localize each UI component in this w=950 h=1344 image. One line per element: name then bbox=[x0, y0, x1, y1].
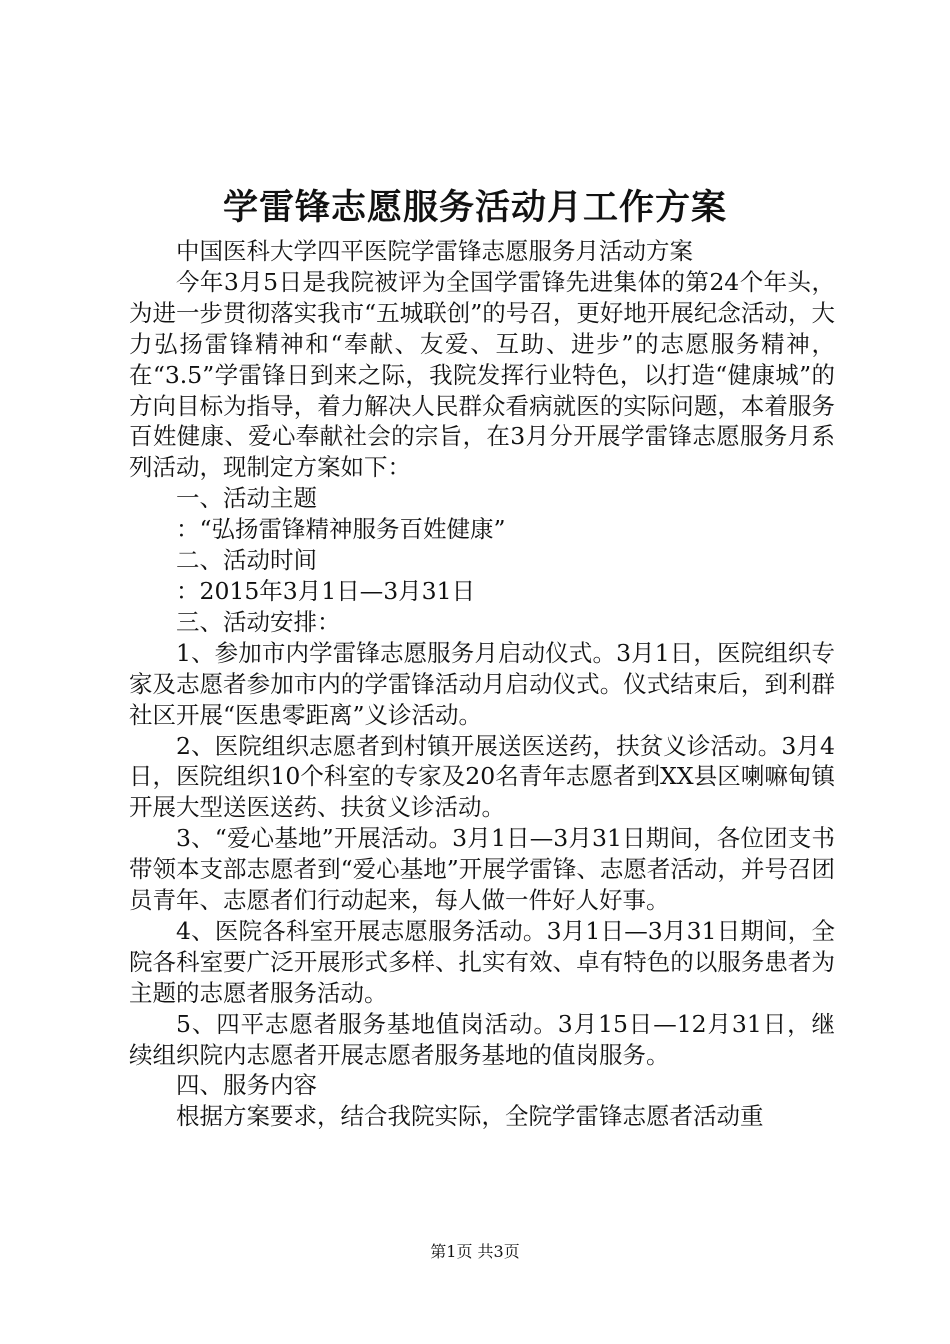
heading-activity-theme: 一、活动主题 bbox=[176, 484, 317, 513]
page-footer: 第1页 共3页 bbox=[430, 1242, 520, 1261]
heading-activity-arrangement: 三、活动安排： bbox=[176, 607, 341, 636]
heading-activity-time: 二、活动时间 bbox=[176, 546, 317, 575]
paragraph-intro: 今年3月5日是我院被评为全国学雷锋先进集体的第24个年头，为进一步贯彻落实我市“五城联创”的号召，更好地开展纪念活动，大力弘扬雷锋精神和“奉献、友爱、互助、进步”的志愿服务精神，在“3.5”学雷锋日到来之际，我院发挥行业特色，以打造“健康城”的方向目标为指导，着力解决人民群众看病就医的实际问题，本着服务百姓健康、爱心奉献社会的宗旨，在3月分开展学雷锋志愿服务月系列活动，现制定方案如下： bbox=[129, 267, 835, 482]
document-body bbox=[129, 236, 835, 1132]
paragraph-subtitle: 中国医科大学四平医院学雷锋志愿服务月活动方案 bbox=[176, 237, 693, 265]
paragraph-item-3: 3、“爱心基地”开展活动。3月1日—3月31日期间，各位团支书带领本支部志愿者到“爱心基地”开展学雷锋、志愿者活动，并号召团员青年、志愿者们行动起来，每人做一件好人好事。 bbox=[129, 824, 835, 915]
paragraph-item-2: 2、医院组织志愿者到村镇开展送医送药，扶贫义诊活动。3月4日，医院组织10个科室的专家及20名青年志愿者到XX县区喇嘛甸镇开展大型送医送药、扶贫义诊活动。 bbox=[129, 731, 835, 822]
paragraph-activity-theme: ：“弘扬雷锋精神服务百姓健康” bbox=[176, 515, 506, 544]
paragraph-item-5: 5、四平志愿者服务基地值岗活动。3月15日—12月31日，继续组织院内志愿者开展志愿者服务基地的值岗服务。 bbox=[129, 1009, 835, 1069]
paragraph-item-4: 4、医院各科室开展志愿服务活动。3月1日—3月31日期间，全院各科室要广泛开展形式多样、扎实有效、卓有特色的以服务患者为主题的志愿者服务活动。 bbox=[129, 916, 835, 1007]
paragraph-service-content: 根据方案要求，结合我院实际，全院学雷锋志愿者活动重 bbox=[176, 1102, 764, 1131]
document-title: 学雷锋志愿服务活动月工作方案 bbox=[222, 187, 727, 228]
paragraph-activity-time: ：2015年3月1日—3月31日 bbox=[176, 576, 476, 605]
paragraph-item-1: 1、参加市内学雷锋志愿服务月启动仪式。3月1日，医院组织专家及志愿者参加市内的学雷锋活动月启动仪式。仪式结束后，到利群社区开展“医患零距离”义诊活动。 bbox=[129, 638, 835, 729]
heading-service-content: 四、服务内容 bbox=[176, 1071, 317, 1100]
